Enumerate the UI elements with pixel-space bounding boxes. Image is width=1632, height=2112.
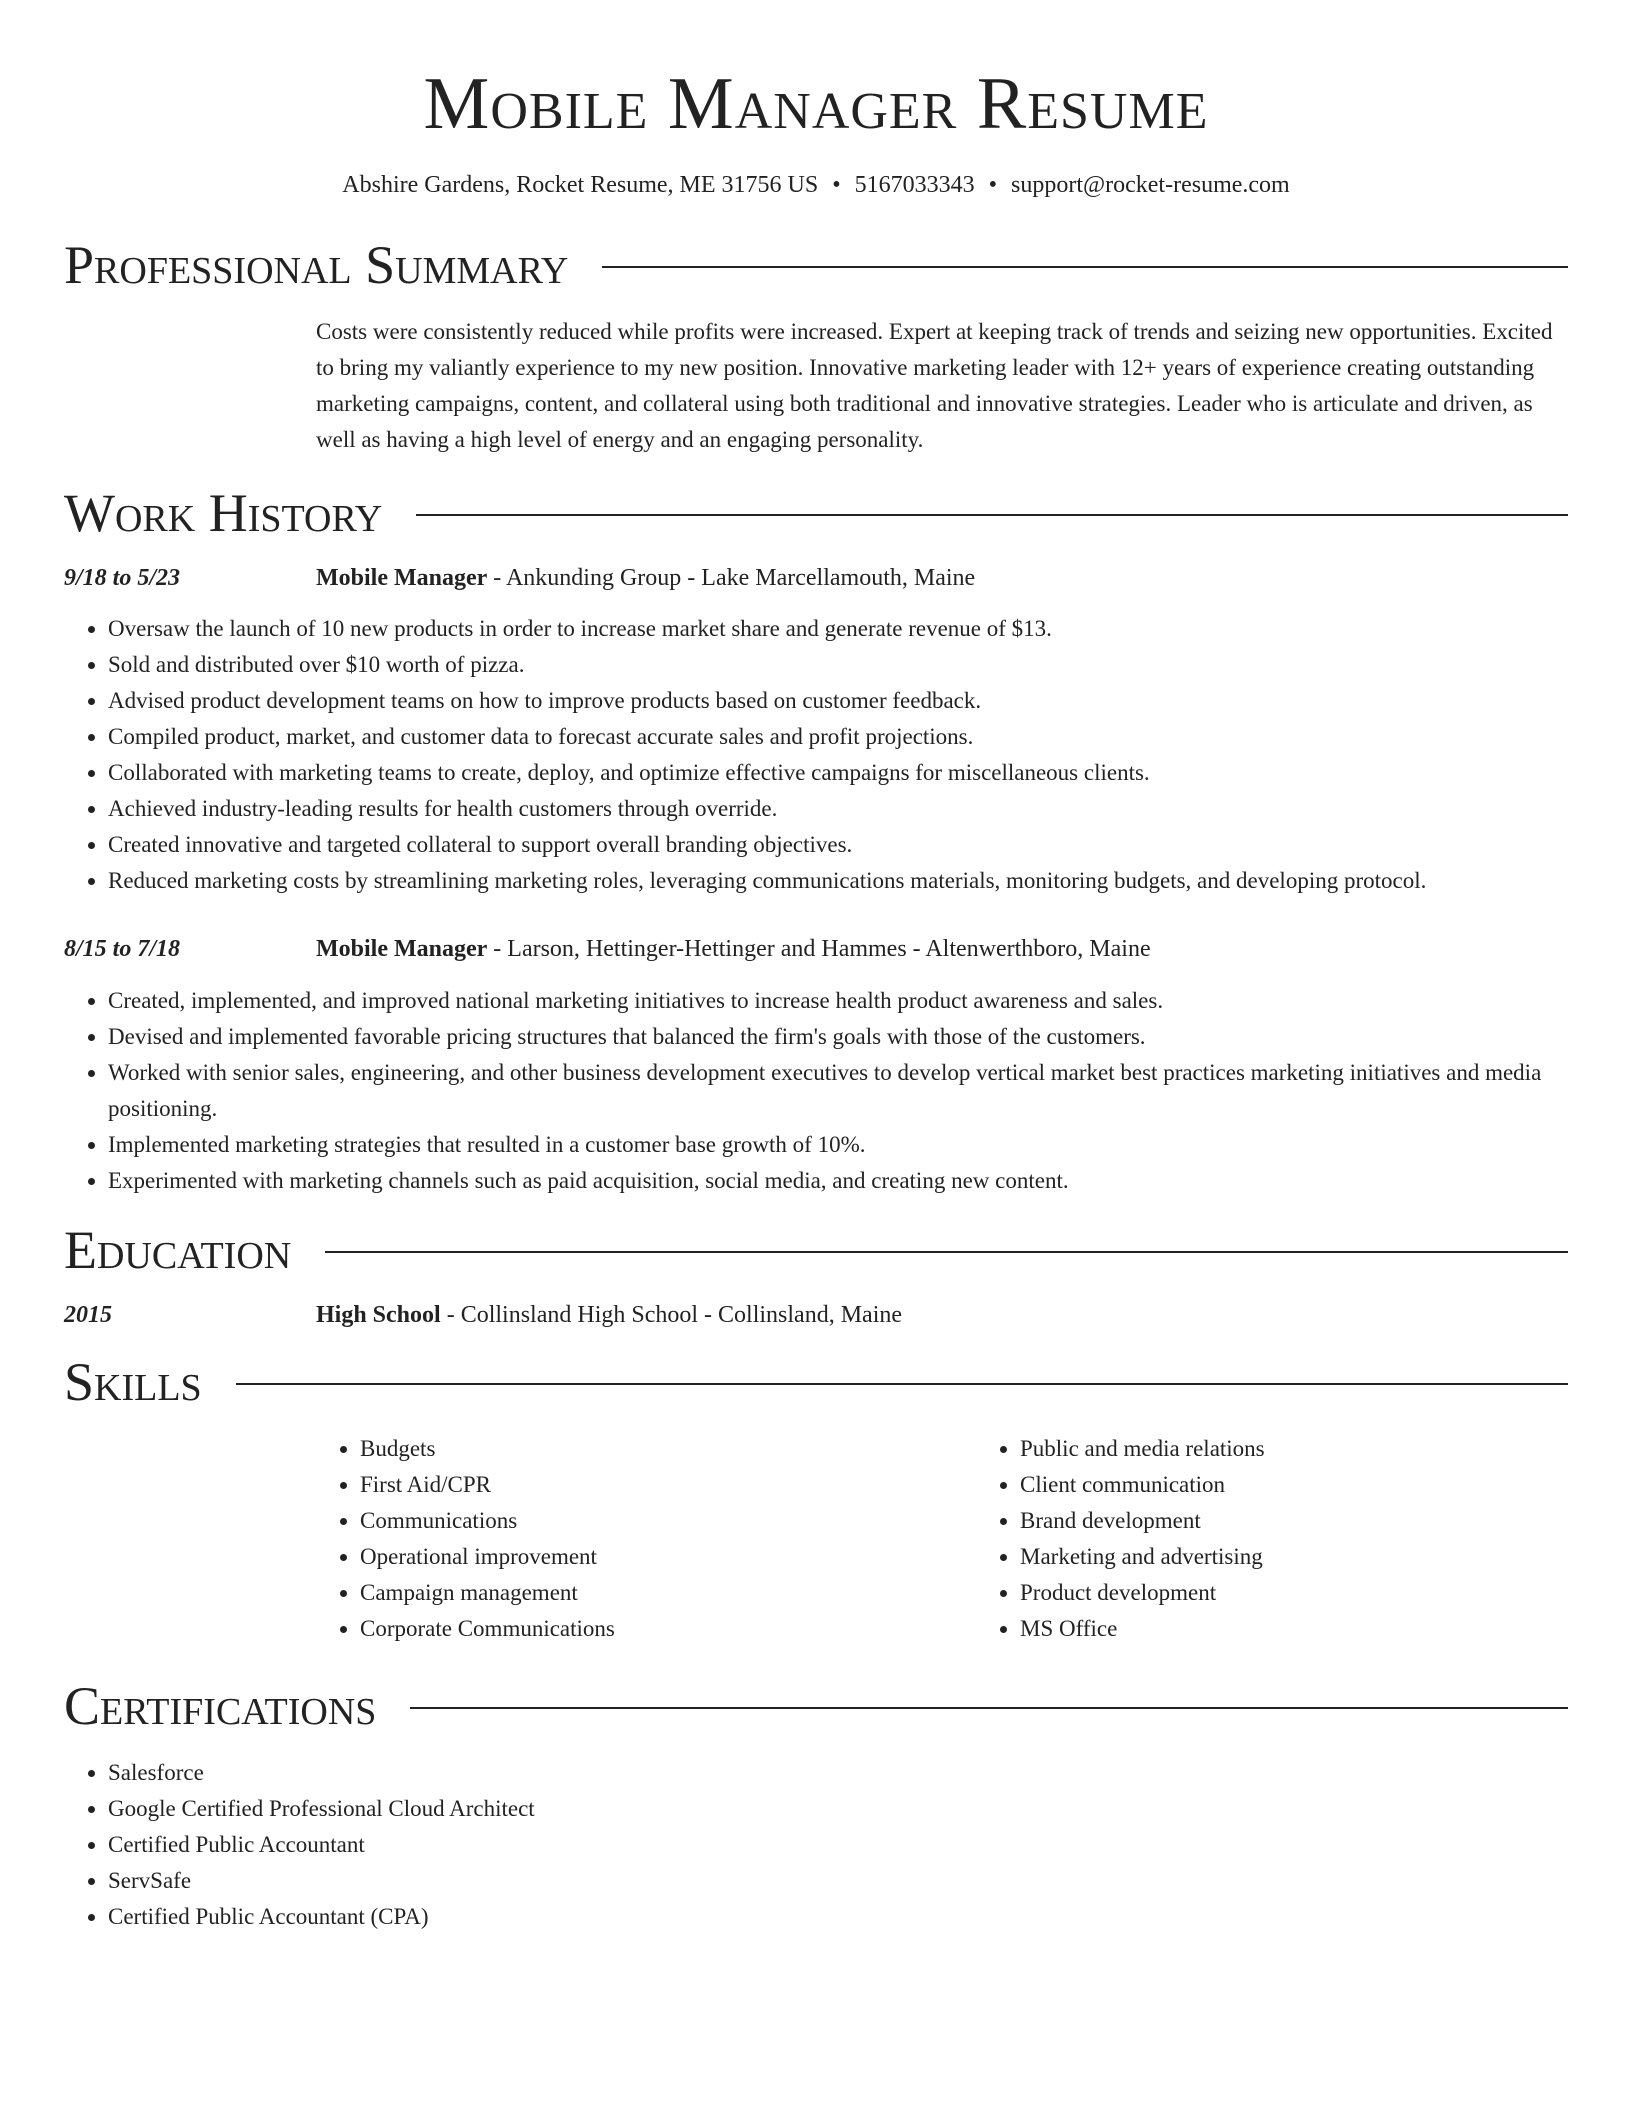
summary-text: Costs were consistently reduced while profits were increased. Expert at keeping track of trends and seizing new opportunities. Excited to bring my valiantly experience to my new position. Innovative marketing leader with 12+ years of experience creating outstanding marketing campaigns, content, and collateral using both traditional and innovative strategies. Leader who is articulate and driven, as well as having a high level of energy and an engaging personality. (316, 319, 1553, 452)
list-item: • ServSafe (108, 1863, 1568, 1899)
contact-separator: • (832, 172, 841, 198)
list-item: • Worked with senior sales, engineering, and other business development executives to develop vertical market best practices marketing initiatives and media positioning. (108, 1055, 1568, 1127)
list-item: • Certified Public Accountant (CPA) (108, 1899, 1568, 1935)
section-header-skills (64, 1351, 1568, 1413)
contact-email: support@rocket-resume.com (1011, 172, 1290, 198)
certifications-list (64, 1755, 1568, 1935)
education-entry (64, 1299, 1568, 1331)
education-headline (316, 1299, 902, 1331)
education-year: 2015 (64, 1302, 112, 1328)
contact-phone: 5167033343 (854, 172, 975, 198)
section-title-work: Work History (64, 483, 383, 543)
page-title: Mobile Manager Resume (423, 63, 1209, 145)
list-item: • Product development (1020, 1575, 1632, 1611)
list-item: • First Aid/CPR (360, 1467, 976, 1503)
list-item: • Communications (360, 1503, 976, 1539)
list-item: • Operational improvement (360, 1539, 976, 1575)
section-divider (236, 1383, 1568, 1385)
job-bullets (64, 983, 1568, 1199)
list-item: • Certified Public Accountant (108, 1827, 1568, 1863)
list-item: • Google Certified Professional Cloud Architect (108, 1791, 1568, 1827)
list-item: • Devised and implemented favorable pricing structures that balanced the firm's goals with those of the customers. (108, 1019, 1568, 1055)
list-item: • Budgets (360, 1431, 976, 1467)
contact-separator: • (988, 172, 998, 198)
list-item: • Created innovative and targeted collateral to support overall branding objectives. (108, 827, 1568, 863)
list-item: • Sold and distributed over $10 worth of pizza. (108, 647, 1568, 683)
contact-address: Abshire Gardens, Rocket Resume, ME 31756 US (342, 172, 819, 198)
job-title: Mobile Manager (316, 936, 488, 962)
list-item: • Collaborated with marketing teams to create, deploy, and optimize effective campaigns for miscellaneous clients. (108, 755, 1568, 791)
list-item: • Corporate Communications (360, 1611, 976, 1647)
section-divider (325, 1251, 1568, 1253)
section-title-certifications: Certifications (64, 1676, 377, 1736)
skills-grid (316, 1431, 1568, 1647)
skills-column-left (316, 1431, 976, 1647)
list-item: • Brand development (1020, 1503, 1632, 1539)
job-dates: 9/18 to 5/23 (64, 565, 181, 591)
job-headline (316, 933, 1151, 965)
skills-column-right (976, 1431, 1632, 1647)
section-title-summary: Professional Summary (64, 235, 569, 295)
job-dates: 8/15 to 7/18 (64, 936, 181, 962)
list-item: • MS Office (1020, 1611, 1632, 1647)
section-title-education: Education (64, 1220, 292, 1280)
section-header-summary (64, 234, 1568, 296)
job-title: Mobile Manager (316, 565, 488, 591)
list-item: • Campaign management (360, 1575, 976, 1611)
contact-line (64, 170, 1568, 200)
list-item: • Experimented with marketing channels such as paid acquisition, social media, and creating new content. (108, 1163, 1568, 1199)
section-divider (410, 1707, 1568, 1709)
section-header-work (64, 482, 1568, 544)
section-header-certifications (64, 1675, 1568, 1737)
list-item: • Achieved industry-leading results for health customers through override. (108, 791, 1568, 827)
section-header-education (64, 1219, 1568, 1281)
list-item: • Oversaw the launch of 10 new products in order to increase market share and generate revenue of $13. (108, 611, 1568, 647)
job-bullets (64, 611, 1568, 899)
list-item: • Marketing and advertising (1020, 1539, 1632, 1575)
education-degree: High School (316, 1302, 441, 1328)
section-title-skills: Skills (64, 1352, 202, 1412)
list-item: • Client communication (1020, 1467, 1632, 1503)
job-entry (64, 562, 1568, 594)
list-item: • Reduced marketing costs by streamlining marketing roles, leveraging communications materials, monitoring budgets, and developing protocol. (108, 863, 1568, 899)
list-item: • Compiled product, market, and customer data to forecast accurate sales and profit projections. (108, 719, 1568, 755)
list-item: • Salesforce (108, 1755, 1568, 1791)
job-details: - Larson, Hettinger-Hettinger and Hammes - Altenwerthboro, Maine (487, 936, 1151, 962)
job-entry (64, 933, 1568, 965)
job-details: - Ankunding Group - Lake Marcellamouth, Maine (487, 565, 976, 591)
list-item: • Public and media relations (1020, 1431, 1632, 1467)
job-headline (316, 562, 975, 594)
list-item: • Advised product development teams on how to improve products based on customer feedback. (108, 683, 1568, 719)
list-item: • Implemented marketing strategies that resulted in a customer base growth of 10%. (108, 1127, 1568, 1163)
list-item: • Created, implemented, and improved national marketing initiatives to increase health product awareness and sales. (108, 983, 1568, 1019)
education-details: - Collinsland High School - Collinsland, Maine (440, 1302, 903, 1328)
section-divider (416, 514, 1568, 516)
section-divider (602, 266, 1568, 268)
